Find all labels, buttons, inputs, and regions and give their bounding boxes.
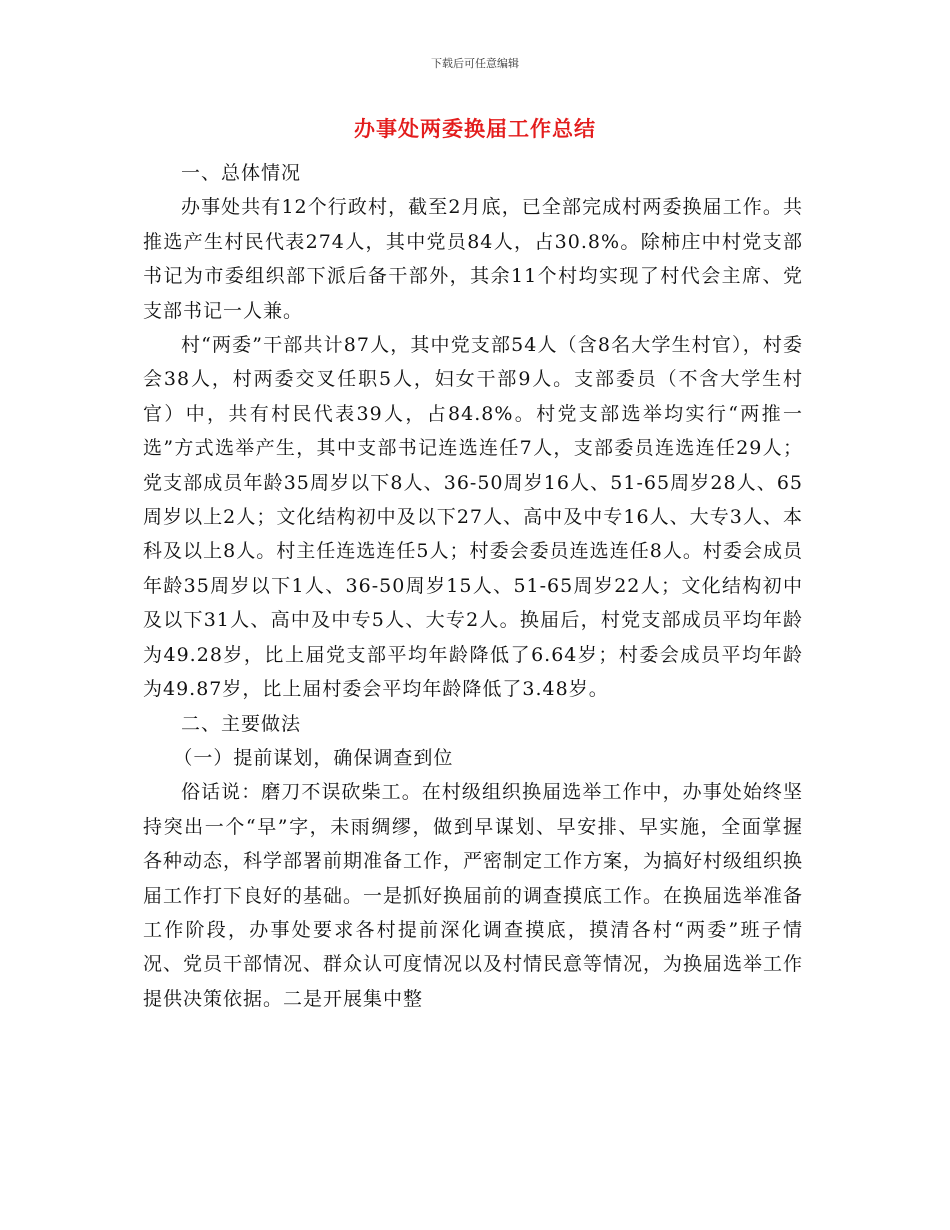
paragraph-overview-1: 办事处共有12个行政村，截至2月底，已全部完成村两委换届工作。共推选产生村民代表274人，其中党员84人，占30.8%。除柿庄中村党支部书记为市委组织部下派后备干部外，其余11个村均实现了村代会主席、党支部书记一人兼。 — [143, 196, 803, 322]
subsection-heading-planning: （一）提前谋划，确保调查到位 — [173, 746, 454, 769]
document-body — [143, 156, 803, 1016]
section-heading-practices: 二、主要做法 — [181, 712, 302, 735]
paragraph-planning: 俗话说：磨刀不误砍柴工。在村级组织换届选举工作中，办事处始终坚持突出一个“早”字，未雨绸缪，做到早谋划、早安排、早实施，全面掌握各种动态，科学部署前期准备工作，严密制定工作方案，为搞好村级组织换届工作打下良好的基础。一是抓好换届前的调查摸底工作。在换届选举准备工作阶段，办事处要求各村提前深化调查摸底，摸清各村“两委”班子情况、党员干部情况、群众认可度情况以及村情民意等情况，为换届选举工作提供决策依据。二是开展集中整 — [143, 781, 804, 1010]
page-header-note: 下载后可任意编辑 — [431, 57, 519, 70]
document-title: 办事处两委换届工作总结 — [354, 117, 596, 141]
section-heading-overview: 一、总体情况 — [181, 162, 302, 184]
paragraph-overview-2: 村“两委”干部共计87人，其中党支部54人（含8名大学生村官），村委会38人，村两委交叉任职5人，妇女干部9人。支部委员（不含大学生村官）中，共有村民代表39人，占84.8%。村党支部选举均实行“两推一选”方式选举产生，其中支部书记连选连任7人，支部委员连选连任29人；党支部成员年龄35周岁以下8人、36-50周岁16人、51-65周岁28人、65周岁以上2人；文化结构初中及以下27人、高中及中专16人、大专3人、本科及以上8人。村主任连选连任5人；村委会委员连选连任8人。村委会成员年龄35周岁以下1人、36-50周岁15人、51-65周岁22人；文化结构初中及以下31人、高中及中专5人、大专2人。换届后，村党支部成员平均年龄为49.28岁，比上届党支部平均年龄降低了6.64岁；村委会成员平均年龄为49.87岁，比上届村委会平均年龄降低了3.48岁。 — [143, 334, 803, 701]
